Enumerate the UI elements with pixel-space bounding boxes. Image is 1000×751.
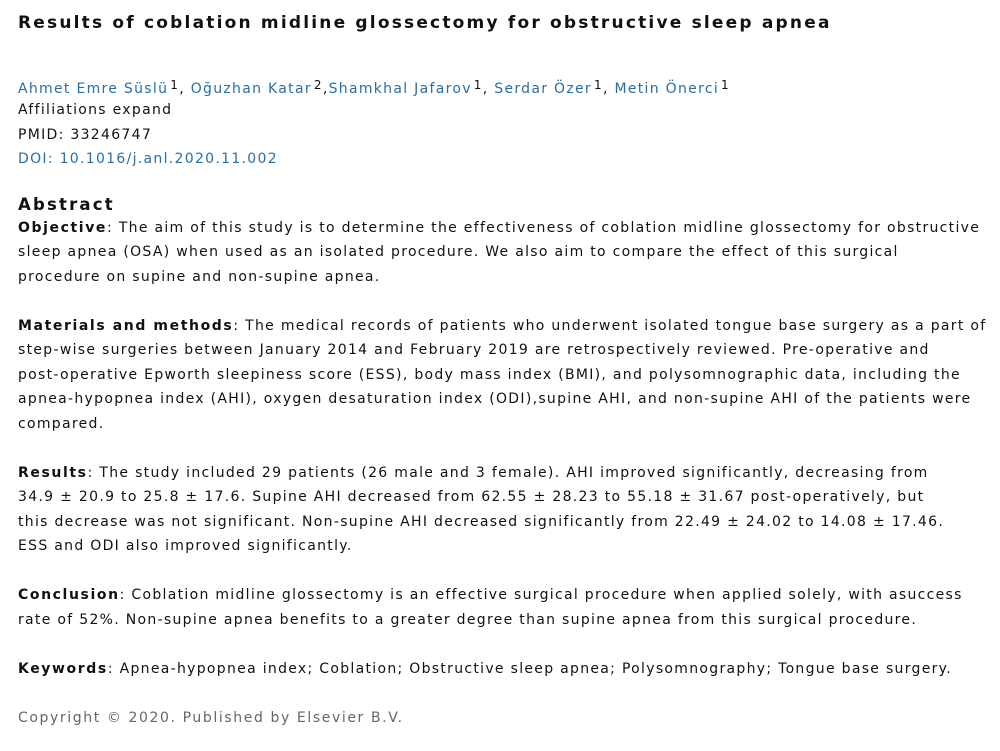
paragraph-line: 34.9 ± 20.9 to 25.8 ± 17.6. Supine AHI decreased from 62.55 ± 28.23 to 55.18 ± 31.67 post-operatively, but [18, 489, 925, 505]
author-affiliation-number[interactable]: 1 [594, 78, 603, 92]
author-separator: , [179, 81, 185, 97]
paragraph-line: sleep apnea (OSA) when used as an isolated procedure. We also aim to compare the effect of this surgical [18, 244, 899, 260]
author-link[interactable]: Serdar Özer [494, 81, 592, 97]
paragraph-line: this decrease was not significant. Non-supine AHI decreased significantly from 22.49 ± 24.02 to 14.08 ± 17.46. [18, 513, 945, 530]
author-affiliation-number[interactable]: 1 [721, 78, 730, 92]
article-title: Results of coblation midline glossectomy for obstructive sleep apnea [18, 13, 832, 33]
pmid: PMID: 33246747 [18, 126, 153, 143]
paragraph-line: rate of 52%. Non-supine apnea benefits to a greater degree than supine apnea from this surgical procedure. [18, 611, 918, 628]
author-separator: , [602, 81, 609, 97]
abstract-objective [18, 216, 982, 290]
author-separator: , [322, 81, 329, 97]
copyright-notice: Copyright © 2020. Published by Elsevier B.V. [18, 709, 404, 726]
section-label: Objective [18, 219, 108, 236]
author-link[interactable]: Ahmet Emre Süslü [18, 81, 169, 97]
paragraph-line: apnea-hypopnea index (AHI), oxygen desaturation index (ODI),supine AHI, and non-supine AHI of the patients were [18, 391, 972, 407]
paragraph-line: ESS and ODI also improved significantly. [18, 538, 353, 554]
abstract-conclusion [18, 583, 982, 632]
abstract-heading: Abstract [18, 194, 115, 214]
doi-link[interactable]: DOI: 10.1016/j.anl.2020.11.002 [18, 151, 278, 167]
paragraph-line: : The medical records of patients who underwent isolated tongue base surgery as a part of [233, 317, 987, 334]
paragraph-line: step-wise surgeries between January 2014 and February 2019 are retrospectively reviewed. Pre-operative and [18, 342, 930, 358]
author-link[interactable]: Metin Önerci [614, 81, 720, 97]
paragraph-line: : The aim of this study is to determine the effectiveness of coblation midline glossectomy for obstructive [107, 219, 981, 236]
section-label: Results [18, 464, 88, 481]
abstract-methods [18, 314, 987, 437]
author-separator: , [482, 81, 489, 97]
paragraph-line: : The study included 29 patients (26 male and 3 female). AHI improved significantly, decreasing from [87, 464, 929, 481]
section-label: Keywords [18, 660, 108, 677]
paragraph-line: post-operative Epworth sleepiness score (ESS), body mass index (BMI), and polysomnographic data, including the [18, 366, 961, 383]
affiliations-expand-toggle[interactable]: Affiliations expand [18, 102, 173, 118]
author-list [18, 80, 982, 98]
author-affiliation-number[interactable]: 2 [313, 78, 323, 92]
keywords-text: : Apnea-hypopnea index; Coblation; Obstructive sleep apnea; Polysomnography; Tongue base surgery. [107, 660, 953, 677]
author-affiliation-number[interactable]: 1 [473, 78, 483, 92]
paragraph-line: : Coblation midline glossectomy is an effective surgical procedure when applied solely, with asuccess [119, 587, 963, 603]
section-label: Conclusion [18, 587, 120, 603]
section-label: Materials and methods [18, 317, 234, 334]
abstract-results [18, 461, 982, 559]
author-link[interactable]: Shamkhal Jafarov [328, 81, 472, 97]
paragraph-line: procedure on supine and non-supine apnea. [18, 268, 381, 285]
paragraph-line: compared. [18, 415, 105, 432]
abstract-keywords [18, 657, 982, 682]
author-affiliation-number[interactable]: 1 [170, 78, 180, 92]
author-link[interactable]: Oğuzhan Katar [190, 81, 312, 97]
